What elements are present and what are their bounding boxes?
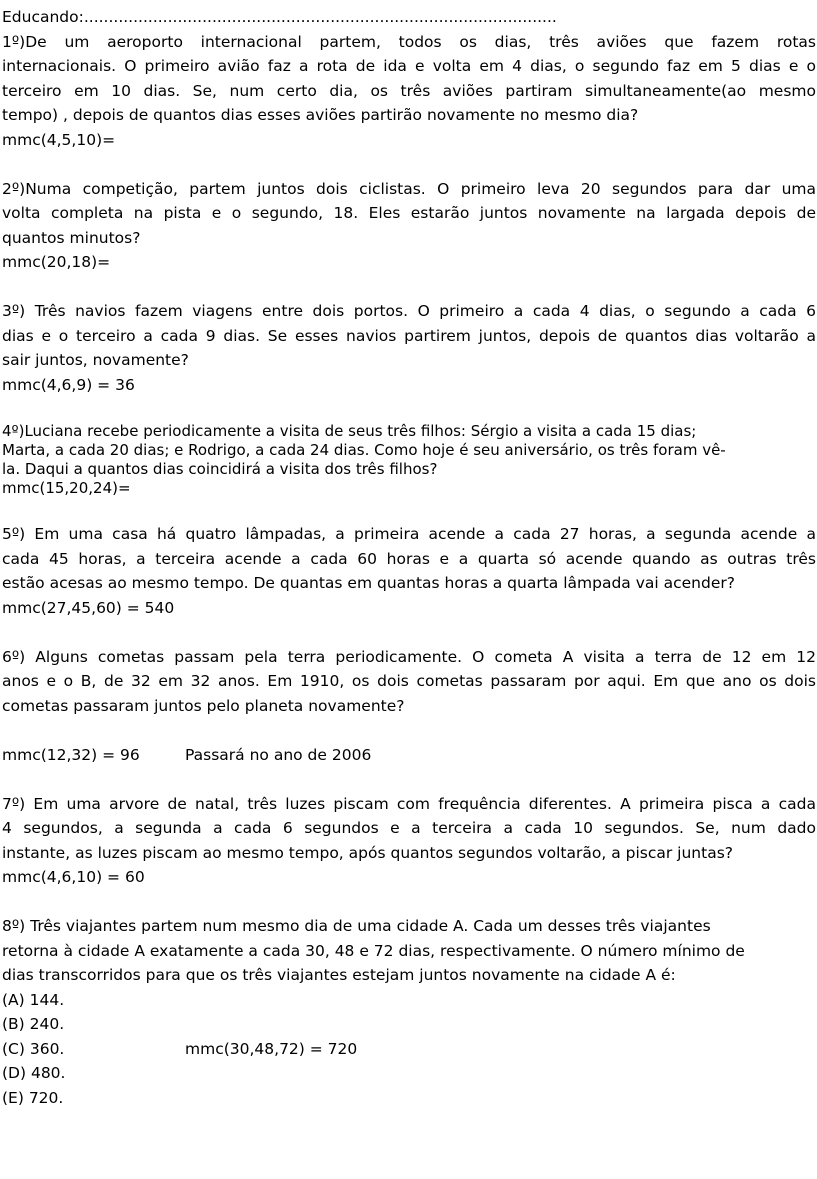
question-4-answer: mmc(15,20,24)= [2,478,131,497]
question-8 [2,914,816,1110]
option-c: (C) 360. [2,1039,65,1058]
student-name-line: Educando:................................................................................................ [2,8,557,26]
question-8-line: dias transcorridos para que os três viajantes estejam juntos novamente na cidade A é: [2,966,676,984]
question-7-line: 7º) Em uma arvore de natal, três luzes piscam com frequência diferentes. A primeira pisca a cada [2,794,816,813]
question-1 [2,30,816,153]
question-2-line: 2º)Numa competição, partem juntos dois ciclistas. O primeiro leva 20 segundos para dar uma [2,179,816,198]
question-4-line: la. Daqui a quantos dias coincidirá a visita dos três filhos? [2,459,438,478]
question-6-answer-row [2,743,816,768]
worksheet [2,5,816,1110]
question-2-line: quantos minutos? [2,228,141,247]
question-7-line: 4 segundos, a segunda a cada 6 segundos e a terceira a cada 10 segundos. Se, num dado [2,819,816,837]
option-a: (A) 144. [2,990,65,1009]
question-2 [2,177,816,275]
question-3-line: 3º) Três navios fazem viagens entre dois portos. O primeiro a cada 4 dias, o segundo a cada 6 [2,302,816,320]
question-1-line: 1º)De um aeroporto internacional partem, todos os dias, três aviões que fazem rotas [2,32,816,51]
question-6 [2,645,816,768]
question-4-line: Marta, a cada 20 dias; e Rodrigo, a cada 24 dias. Como hoje é seu aniversário, os três foram vê- [2,440,726,459]
question-4 [2,422,816,498]
question-1-line: internacionais. O primeiro avião faz a rota de ida e volta em 4 dias, o segundo faz em 5 dias e o [2,57,816,75]
question-5-answer: mmc(27,45,60) = 540 [2,598,175,617]
question-6-line: anos e o B, de 32 em 32 anos. Em 1910, os dois cometas passaram por aqui. Em que ano os dois [2,672,816,690]
question-7-line: instante, as luzes piscam ao mesmo tempo, após quantos segundos voltarão, a piscar juntas? [2,843,733,862]
question-5 [2,522,816,620]
question-3 [2,299,816,397]
question-5-line: estão acesas ao mesmo tempo. De quantas em quantas horas a quarta lâmpada vai acender? [2,574,735,592]
question-8-line: 8º) Três viajantes partem num mesmo dia de uma cidade A. Cada um desses três viajantes [2,917,711,935]
question-1-line: tempo) , depois de quantos dias esses aviões partirão novamente no mesmo dia? [2,106,639,124]
question-5-line: 5º) Em uma casa há quatro lâmpadas, a primeira acende a cada 27 horas, a segunda acende a [2,525,816,543]
question-1-line: terceiro em 10 dias. Se, num certo dia, os três aviões partiram simultaneamente(ao mesmo [2,81,816,100]
question-3-line: sair juntos, novamente? [2,351,189,369]
question-2-answer: mmc(20,18)= [2,253,111,271]
question-2-line: volta completa na pista e o segundo, 18. Eles estarão juntos novamente na largada depois de [2,204,816,222]
question-3-answer: mmc(4,6,9) = 36 [2,375,135,394]
question-7-answer: mmc(4,6,10) = 60 [2,868,145,886]
question-6-line: 6º) Alguns cometas passam pela terra periodicamente. O cometa A visita a terra de 12 em 12 [2,647,816,666]
question-8-line: retorna à cidade A exatamente a cada 30, 48 e 72 dias, respectivamente. O número mínimo de [2,941,745,960]
option-e: (E) 720. [2,1088,64,1107]
question-5-line: cada 45 horas, a terceira acende a cada 60 horas e a quarta só acende quando as outras três [2,549,816,568]
option-d: (D) 480. [2,1064,66,1082]
question-6-note: Passará no ano de 2006 [185,745,372,764]
question-1-answer: mmc(4,5,10)= [2,130,116,149]
question-3-line: dias e o terceiro a cada 9 dias. Se esses navios partirem juntos, depois de quantos dias voltarão a [2,326,816,345]
option-c-row [2,1037,816,1062]
question-4-line: 4º)Luciana recebe periodicamente a visita de seus três filhos: Sérgio a visita a cada 15 dias; [2,421,697,440]
option-b: (B) 240. [2,1015,65,1033]
question-7 [2,792,816,890]
question-8-answer: mmc(30,48,72) = 720 [185,1039,358,1058]
question-6-answer: mmc(12,32) = 96 [2,745,140,764]
question-6-line: cometas passaram juntos pelo planeta novamente? [2,696,405,715]
